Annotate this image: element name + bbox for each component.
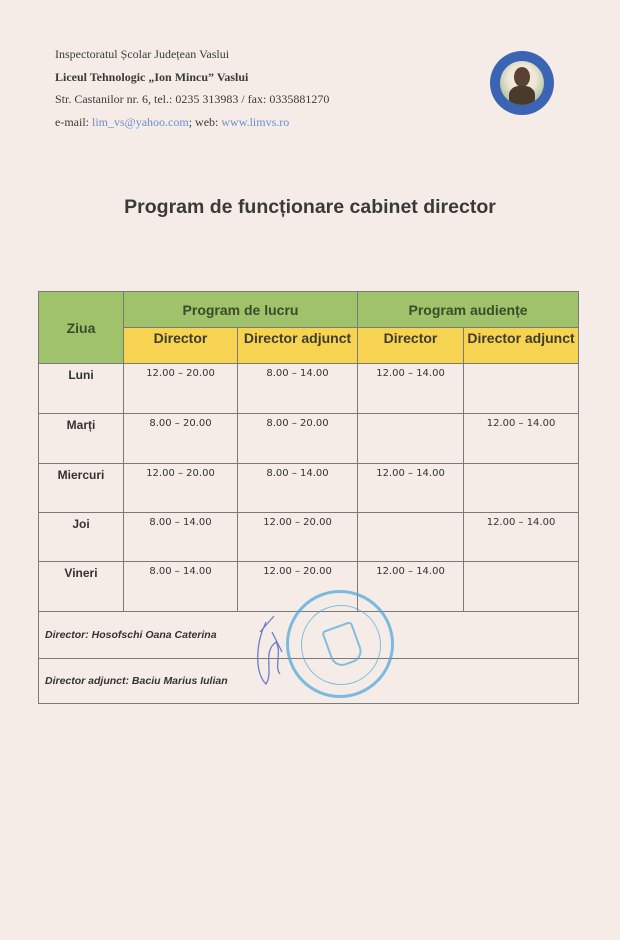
web-link[interactable]: www.limvs.ro [221,114,290,129]
time-cell [464,464,579,513]
official-stamp-icon [286,590,394,698]
day-cell: Luni [39,364,124,414]
time-cell: 12.00 – 20.00 [124,364,238,414]
day-cell: Marți [39,414,124,464]
day-cell: Vineri [39,562,124,612]
header-row-groups [39,292,579,328]
time-cell: 8.00 – 14.00 [238,464,358,513]
subheader-director-audience: Director [358,328,464,364]
time-cell: 12.00 – 20.00 [238,562,358,612]
time-cell: 12.00 – 20.00 [238,513,358,562]
group-header-audience: Program audiențe [358,292,579,328]
time-cell: 8.00 – 20.00 [124,414,238,464]
time-cell: 12.00 – 14.00 [358,464,464,513]
time-cell [464,364,579,414]
school-crest-portrait-icon [490,51,554,115]
handwritten-signature-icon [252,612,288,692]
web-label: ; web: [188,114,222,129]
time-cell: 8.00 – 20.00 [238,414,358,464]
director-signature-label: Director: Hosofschi Oana Caterina [39,612,579,659]
time-cell: 8.00 – 14.00 [238,364,358,414]
table-row [39,513,579,562]
time-cell: 12.00 – 14.00 [464,513,579,562]
time-cell [358,513,464,562]
email-label: e-mail: [55,114,92,129]
time-cell [358,414,464,464]
time-cell: 12.00 – 20.00 [124,464,238,513]
address-line: Str. Castanilor nr. 6, tel.: 0235 313983 / fax: 0335881270 [55,92,330,106]
subheader-deputy-audience: Director adjunct [464,328,579,364]
page-title: Program de funcționare cabinet director [124,196,496,218]
day-column-header: Ziua [39,292,124,364]
day-cell: Joi [39,513,124,562]
table-row [39,364,579,414]
time-cell: 8.00 – 14.00 [124,513,238,562]
deputy-signature-label: Director adjunct: Baciu Marius Iulian [39,659,579,704]
day-cell: Miercuri [39,464,124,513]
school-name: Liceul Tehnologic „Ion Mincu” Vaslui [55,69,249,84]
time-cell: 12.00 – 14.00 [358,364,464,414]
letterhead [55,43,329,133]
time-cell: 12.00 – 14.00 [464,414,579,464]
table-row [39,414,579,464]
group-header-work: Program de lucru [124,292,358,328]
time-cell [464,562,579,612]
inspectorate-name: Inspectoratul Școlar Județean Vaslui [55,47,230,61]
subheader-deputy-work: Director adjunct [238,328,358,364]
subheader-director-work: Director [124,328,238,364]
time-cell: 12.00 – 14.00 [358,562,464,612]
time-cell: 8.00 – 14.00 [124,562,238,612]
email-link[interactable]: lim_vs@yahoo.com [91,114,189,129]
table-row [39,464,579,513]
contact-line [55,111,329,134]
